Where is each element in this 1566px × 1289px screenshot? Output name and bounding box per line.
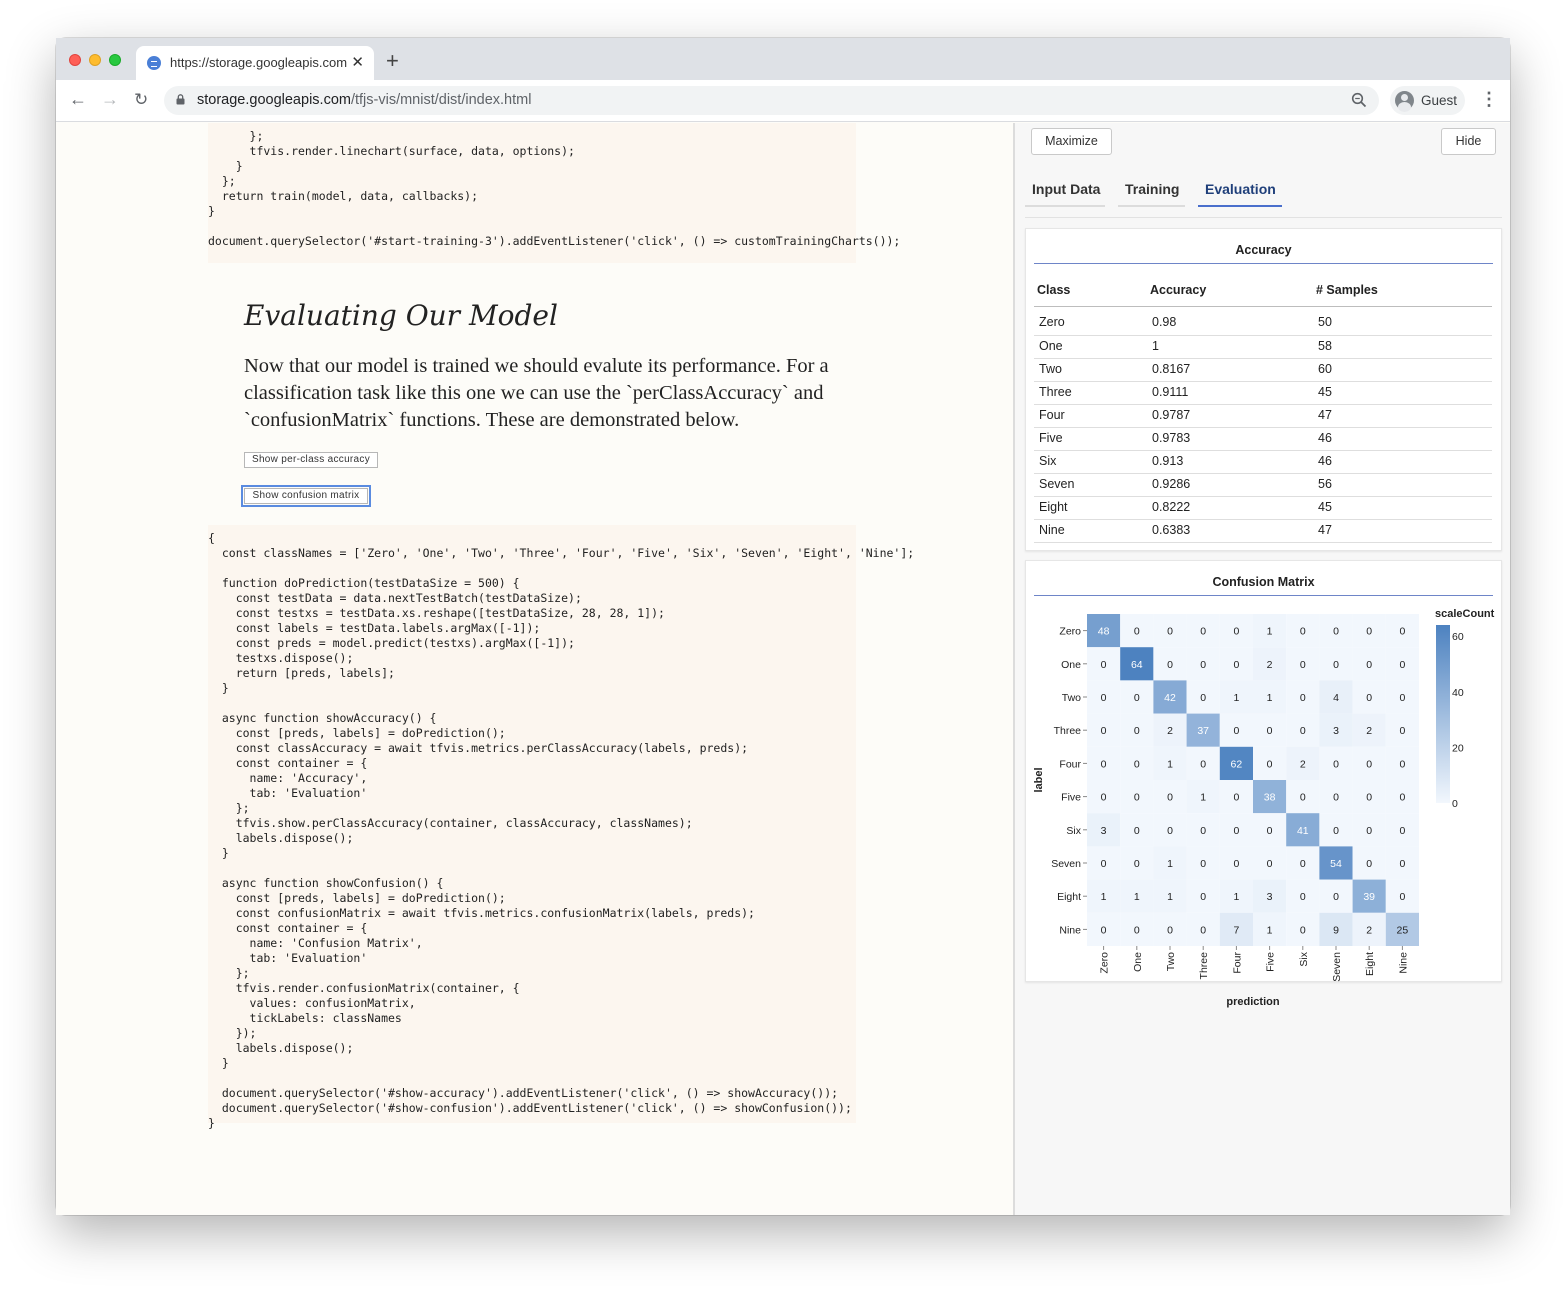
x-tick-label: Three xyxy=(1198,952,1211,980)
heatmap-cell-label: 1 xyxy=(1233,692,1240,704)
accuracy-cell-value: 0.8222 xyxy=(1147,496,1313,519)
code-line: document.querySelector('#show-confusion').addEventListener('click', () => showConfusion()); xyxy=(208,1101,852,1115)
heatmap-cell-label: 0 xyxy=(1333,658,1339,671)
y-tick-label: Nine xyxy=(1059,924,1081,937)
accuracy-header-class: Class xyxy=(1034,279,1147,306)
code-line: }; xyxy=(208,174,236,188)
accuracy-cell-class: Five xyxy=(1034,427,1147,450)
heatmap-cell-label: 42 xyxy=(1164,692,1176,704)
heatmap-cell-label: 0 xyxy=(1167,625,1173,638)
heatmap-cell-label: 2 xyxy=(1366,924,1373,937)
heatmap-cell-label: 0 xyxy=(1133,725,1140,738)
table-row xyxy=(1034,496,1492,519)
confusion-card xyxy=(1025,560,1502,1008)
code-line: tab: 'Evaluation' xyxy=(208,951,368,965)
accuracy-cell-samples: 45 xyxy=(1313,496,1492,519)
zoom-icon[interactable] xyxy=(1351,92,1367,108)
code-line: testxs.dispose(); xyxy=(208,651,354,665)
accuracy-cell-value: 0.6383 xyxy=(1147,519,1313,542)
browser-tab[interactable] xyxy=(136,46,374,80)
url-path: /tfjs-vis/mnist/dist/index.html xyxy=(350,92,532,108)
show-accuracy-button[interactable]: Show per-class accuracy xyxy=(244,452,378,468)
heatmap-cell-label: 2 xyxy=(1167,725,1173,738)
heatmap-cell-label: 0 xyxy=(1167,824,1173,837)
accuracy-header-samples: # Samples xyxy=(1313,279,1492,306)
heatmap-cell-label: 37 xyxy=(1197,725,1210,738)
y-tick-label: Zero xyxy=(1059,625,1081,638)
code-line: name: 'Accuracy', xyxy=(208,771,368,785)
heatmap-cell-label: 0 xyxy=(1233,725,1240,738)
code-line: { xyxy=(208,531,215,545)
heatmap-cell-label: 0 xyxy=(1233,824,1240,837)
y-tick-label: Three xyxy=(1053,725,1081,738)
accuracy-cell-samples: 46 xyxy=(1313,427,1492,450)
heatmap-cell-label: 0 xyxy=(1200,924,1207,937)
heatmap-cell-label: 1 xyxy=(1167,891,1173,904)
forward-arrow-icon[interactable]: → xyxy=(101,89,119,109)
heatmap-cell-label: 0 xyxy=(1200,824,1207,837)
heatmap-cell-label: 41 xyxy=(1296,824,1309,837)
accuracy-cell-value: 0.913 xyxy=(1147,450,1313,473)
accuracy-cell-value: 0.9787 xyxy=(1147,404,1313,427)
heatmap-cell-label: 0 xyxy=(1133,924,1140,937)
heatmap-cell-label: 48 xyxy=(1097,625,1110,638)
accuracy-cell-class: Six xyxy=(1034,450,1147,473)
heatmap-cell-label: 3 xyxy=(1100,824,1107,837)
address-bar[interactable] xyxy=(164,86,1379,115)
x-tick-label: Zero xyxy=(1098,952,1111,974)
accuracy-cell-value: 0.9286 xyxy=(1147,473,1313,496)
heatmap-cell-label: 0 xyxy=(1233,858,1240,870)
confusion-title: Confusion Matrix xyxy=(1034,575,1493,596)
code-line: }; xyxy=(208,129,264,143)
heatmap-cell-label: 1 xyxy=(1200,791,1207,804)
code-line: document.querySelector('#start-training-3').addEventListener('click', () => customTrainingCharts()); xyxy=(208,234,901,248)
heatmap-cell-label: 0 xyxy=(1299,625,1306,638)
accuracy-cell-value: 0.8167 xyxy=(1147,358,1313,381)
back-arrow-icon[interactable]: ← xyxy=(69,89,87,109)
code-line: tfvis.render.linechart(surface, data, options); xyxy=(208,144,575,158)
new-tab-button[interactable]: + xyxy=(386,48,399,73)
code-line: }); xyxy=(208,1026,257,1040)
table-row xyxy=(1034,404,1492,427)
code-line: const [preds, labels] = doPrediction(); xyxy=(208,726,506,740)
legend-tick-label: 20 xyxy=(1452,742,1464,755)
code-line: const confusionMatrix = await tfvis.metrics.confusionMatrix(labels, preds); xyxy=(208,906,755,920)
accuracy-cell-class: One xyxy=(1034,335,1147,358)
x-tick-label: Eight xyxy=(1364,952,1377,976)
table-row xyxy=(1034,381,1492,404)
code-line: const classAccuracy = await tfvis.metrics.perClassAccuracy(labels, preds); xyxy=(208,741,749,755)
x-tick-label: Five xyxy=(1264,952,1277,972)
accuracy-header-accuracy: Accuracy xyxy=(1147,279,1313,306)
accuracy-cell-class: Eight xyxy=(1034,496,1147,519)
code-line: values: confusionMatrix, xyxy=(208,996,416,1010)
table-row xyxy=(1034,427,1492,450)
heatmap-cell-label: 0 xyxy=(1399,658,1406,671)
code-line: const container = { xyxy=(208,921,368,935)
code-line: } xyxy=(208,1056,229,1070)
heatmap-cell-label: 0 xyxy=(1200,658,1207,671)
url-text xyxy=(197,92,531,108)
heatmap-cell-label: 0 xyxy=(1266,824,1273,837)
heatmap-cell-label: 0 xyxy=(1233,625,1240,638)
heatmap-cell-label: 0 xyxy=(1133,758,1140,771)
x-tick-label: One xyxy=(1131,952,1144,972)
code-line: const classNames = ['Zero', 'One', 'Two', 'Three', 'Four', 'Five', 'Six', 'Seven', 'Eight', 'Nine']; xyxy=(208,546,915,560)
heatmap-cell-label: 0 xyxy=(1167,658,1173,671)
heatmap-cell-label: 0 xyxy=(1366,692,1373,704)
profile-label: Guest xyxy=(1421,93,1458,108)
heatmap-cell-label: 0 xyxy=(1200,625,1207,638)
accuracy-cell-value: 0.9783 xyxy=(1147,427,1313,450)
x-tick-label: Six xyxy=(1297,952,1310,967)
y-tick-label: Six xyxy=(1066,824,1081,837)
code-line: } xyxy=(208,846,229,860)
code-line: function doPrediction(testDataSize = 500) { xyxy=(208,576,520,590)
tab-strip xyxy=(56,38,1510,80)
code-line: labels.dispose(); xyxy=(208,831,354,845)
heatmap-cell-label: 7 xyxy=(1233,924,1240,937)
heatmap-cell-label: 0 xyxy=(1100,858,1107,870)
heatmap-cell-label: 0 xyxy=(1100,658,1107,671)
browser-window xyxy=(56,38,1510,1215)
heatmap-cell-label: 1 xyxy=(1133,891,1140,904)
accuracy-cell-class: Zero xyxy=(1034,312,1147,335)
heatmap-cell-label: 4 xyxy=(1333,692,1339,704)
url-host: storage.googleapis.com xyxy=(197,92,351,108)
code-line: name: 'Confusion Matrix', xyxy=(208,936,423,950)
heatmap-cell-label: 1 xyxy=(1266,692,1273,704)
legend-title: scaleCount xyxy=(1435,608,1495,620)
heatmap-cell-label: 0 xyxy=(1167,791,1173,804)
accuracy-cell-samples: 46 xyxy=(1313,450,1492,473)
heatmap-cell-label: 0 xyxy=(1333,625,1339,638)
avatar-icon xyxy=(1395,91,1414,110)
menu-icon[interactable]: ⋮ xyxy=(1480,89,1498,109)
heatmap-cell-label: 0 xyxy=(1366,858,1373,870)
code-line: return [preds, labels]; xyxy=(208,666,395,680)
code-line: const testData = data.nextTestBatch(testDataSize); xyxy=(208,591,582,605)
table-row xyxy=(1034,312,1492,335)
tab-training[interactable]: Training xyxy=(1118,181,1185,207)
heatmap-cell-label: 0 xyxy=(1366,658,1373,671)
accuracy-cell-class: Three xyxy=(1034,381,1147,404)
heatmap-cell-label: 3 xyxy=(1266,891,1273,904)
accuracy-cell-class: Nine xyxy=(1034,519,1147,542)
heatmap-cell-label: 0 xyxy=(1133,824,1140,837)
heatmap-cell-label: 0 xyxy=(1399,758,1406,771)
heatmap-cell-label: 0 xyxy=(1233,791,1240,804)
code-block-top xyxy=(208,123,901,263)
accuracy-cell-class: Four xyxy=(1034,404,1147,427)
profile-button[interactable] xyxy=(1390,86,1465,115)
heatmap-cell-label: 0 xyxy=(1100,725,1107,738)
heatmap-cell-label: 0 xyxy=(1233,658,1240,671)
heatmap-cell-label: 0 xyxy=(1266,758,1273,771)
heatmap-cell-label: 0 xyxy=(1167,924,1173,937)
heatmap-cell-label: 0 xyxy=(1200,758,1207,771)
accuracy-cell-samples: 60 xyxy=(1313,358,1492,381)
table-row xyxy=(1034,358,1492,381)
heatmap-cell-label: 9 xyxy=(1333,924,1339,937)
close-tab-icon[interactable]: ✕ xyxy=(351,54,364,71)
tab-title: https://storage.googleapis.com xyxy=(170,55,348,70)
heatmap-cell-label: 39 xyxy=(1363,891,1376,904)
heatmap-cell-label: 54 xyxy=(1330,858,1342,870)
table-row xyxy=(1034,473,1492,496)
code-line: }; xyxy=(208,966,250,980)
y-tick-label: Five xyxy=(1061,791,1081,804)
heatmap-cell-label: 0 xyxy=(1200,891,1207,904)
legend-tick-label: 40 xyxy=(1452,686,1464,699)
code-line: } xyxy=(208,681,229,695)
code-line: const container = { xyxy=(208,756,368,770)
code-line: tfvis.show.perClassAccuracy(container, classAccuracy, classNames); xyxy=(208,816,693,830)
heatmap-cell-label: 0 xyxy=(1100,924,1107,937)
heatmap-cell-label: 0 xyxy=(1100,758,1107,771)
visor-tabs xyxy=(1025,173,1502,218)
heatmap-cell-label: 0 xyxy=(1399,692,1406,704)
heatmap-cell-label: 0 xyxy=(1133,858,1140,870)
section-title: Evaluating Our Model xyxy=(244,299,558,332)
heatmap-cell-label: 1 xyxy=(1266,625,1273,638)
code-line: } xyxy=(208,1116,215,1130)
heatmap-cell-label: 0 xyxy=(1399,725,1406,738)
section-paragraph: Now that our model is trained we should evalute its performance. For a classification task like this one we can use the `perClassAccuracy` and `confusionMatrix` functions. These are demonstrated below. xyxy=(244,355,829,431)
x-tick-label: Two xyxy=(1165,952,1177,972)
heatmap-cell-label: 0 xyxy=(1366,758,1373,771)
heatmap-cell-label: 0 xyxy=(1399,891,1406,904)
code-line: const labels = testData.labels.argMax([-1]); xyxy=(208,621,541,635)
code-line: }; xyxy=(208,801,250,815)
heatmap-cell-label: 0 xyxy=(1399,625,1406,638)
table-row xyxy=(1034,335,1492,358)
heatmap-cell-label: 0 xyxy=(1266,858,1273,870)
heatmap-cell-label: 0 xyxy=(1299,791,1306,804)
heatmap-cell-label: 38 xyxy=(1263,791,1276,804)
code-block-bottom xyxy=(208,525,915,1130)
lock-icon xyxy=(176,94,185,105)
heatmap-cell-label: 1 xyxy=(1100,891,1107,904)
heatmap-cell-label: 0 xyxy=(1366,791,1373,804)
heatmap-cell-label: 3 xyxy=(1333,725,1339,738)
heatmap-cell-label: 0 xyxy=(1200,858,1207,870)
code-line: tickLabels: classNames xyxy=(208,1011,402,1025)
code-line xyxy=(208,561,856,576)
heatmap-cell-label: 25 xyxy=(1396,924,1409,937)
tab-evaluation[interactable]: Evaluation xyxy=(1198,181,1282,207)
code-line: const [preds, labels] = doPrediction(); xyxy=(208,891,506,905)
confusion-matrix-chart xyxy=(1026,601,1503,1008)
code-line: } xyxy=(208,159,243,173)
heatmap-cell-label: 62 xyxy=(1230,758,1243,771)
legend-tick-label: 0 xyxy=(1452,798,1458,810)
code-line: const testxs = testData.xs.reshape([testDataSize, 28, 28, 1]); xyxy=(208,606,665,620)
accuracy-title: Accuracy xyxy=(1034,243,1493,264)
code-line xyxy=(208,219,856,234)
reload-icon[interactable]: ↻ xyxy=(134,90,149,109)
heatmap-cell-label: 0 xyxy=(1299,658,1306,671)
x-axis-title: prediction xyxy=(1226,996,1280,1008)
heatmap-cell-label: 0 xyxy=(1333,758,1339,771)
heatmap-cell-label: 0 xyxy=(1266,725,1273,738)
heatmap-cell-label: 64 xyxy=(1130,658,1143,671)
heatmap-cell-label: 0 xyxy=(1333,791,1339,804)
y-tick-label: Two xyxy=(1061,692,1081,704)
code-line: tfvis.render.confusionMatrix(container, { xyxy=(208,981,520,995)
heatmap-cell-label: 1 xyxy=(1167,858,1173,870)
heatmap-cell-label: 0 xyxy=(1100,692,1107,704)
code-line: return train(model, data, callbacks); xyxy=(208,189,479,203)
visor-panel xyxy=(1013,123,1510,1215)
code-line: tab: 'Evaluation' xyxy=(208,786,368,800)
heatmap-cell-label: 1 xyxy=(1167,758,1173,771)
heatmap-cell-label: 1 xyxy=(1233,891,1240,904)
y-tick-label: Four xyxy=(1059,758,1081,771)
heatmap-cell-label: 0 xyxy=(1133,791,1140,804)
page-content xyxy=(56,123,1510,1215)
legend-tick-label: 60 xyxy=(1452,631,1464,644)
hide-button[interactable]: Hide xyxy=(1441,128,1496,155)
heatmap-cell-label: 0 xyxy=(1299,858,1306,870)
heatmap-cell-label: 0 xyxy=(1333,891,1339,904)
heatmap-cell-label: 0 xyxy=(1299,891,1306,904)
code-line xyxy=(208,696,856,711)
heatmap-cell-label: 2 xyxy=(1299,758,1306,771)
accuracy-cell-samples: 47 xyxy=(1313,404,1492,427)
code-line: document.querySelector('#show-accuracy').addEventListener('click', () => showAccuracy()); xyxy=(208,1086,839,1100)
heatmap-cell-label: 0 xyxy=(1399,858,1406,870)
code-line xyxy=(208,1071,856,1086)
table-row xyxy=(1034,519,1492,542)
y-tick-label: One xyxy=(1061,658,1081,671)
code-line xyxy=(208,861,856,876)
heatmap-cell-label: 0 xyxy=(1100,791,1107,804)
y-tick-label: Eight xyxy=(1057,891,1081,904)
accuracy-card xyxy=(1025,228,1502,551)
heatmap-cell-label: 2 xyxy=(1366,725,1373,738)
x-tick-label: Seven xyxy=(1331,952,1343,982)
heatmap-cell-label: 0 xyxy=(1200,692,1207,704)
minimize-window-button[interactable] xyxy=(89,54,101,66)
accuracy-cell-class: Two xyxy=(1034,358,1147,381)
x-tick-label: Nine xyxy=(1397,952,1410,974)
code-line: labels.dispose(); xyxy=(208,1041,354,1055)
heatmap-cell-label: 0 xyxy=(1299,725,1306,738)
accuracy-cell-samples: 56 xyxy=(1313,473,1492,496)
accuracy-cell-samples: 58 xyxy=(1313,335,1492,358)
code-line: const preds = model.predict(testxs).argMax([-1]); xyxy=(208,636,575,650)
x-tick-label: Four xyxy=(1231,952,1244,974)
maximize-button[interactable]: Maximize xyxy=(1031,128,1112,155)
heatmap-cell-label: 0 xyxy=(1299,692,1306,704)
heatmap-cell-label: 0 xyxy=(1366,824,1373,837)
heatmap-cell-label: 0 xyxy=(1399,824,1406,837)
table-row xyxy=(1034,450,1492,473)
heatmap-cell-label: 0 xyxy=(1399,791,1406,804)
tab-input-data[interactable]: Input Data xyxy=(1025,181,1105,207)
code-line: async function showConfusion() { xyxy=(208,876,444,890)
show-confusion-button[interactable]: Show confusion matrix xyxy=(244,488,368,504)
accuracy-cell-samples: 47 xyxy=(1313,519,1492,542)
heatmap-cell-label: 2 xyxy=(1266,658,1273,671)
code-line: async function showAccuracy() { xyxy=(208,711,437,725)
close-window-button[interactable] xyxy=(69,54,81,66)
heatmap-cell-label: 1 xyxy=(1266,924,1273,937)
heatmap-cell-label: 0 xyxy=(1299,924,1306,937)
favicon-icon xyxy=(147,56,161,70)
accuracy-cell-value: 1 xyxy=(1147,335,1313,358)
y-tick-label: Seven xyxy=(1051,858,1081,870)
legend-gradient xyxy=(1436,625,1450,803)
accuracy-cell-value: 0.9111 xyxy=(1147,381,1313,404)
accuracy-cell-class: Seven xyxy=(1034,473,1147,496)
heatmap-cell-label: 0 xyxy=(1333,824,1339,837)
heatmap-cell-label: 0 xyxy=(1366,625,1373,638)
browser-toolbar xyxy=(56,80,1510,122)
accuracy-cell-value: 0.98 xyxy=(1147,312,1313,335)
accuracy-cell-samples: 50 xyxy=(1313,312,1492,335)
code-line: } xyxy=(208,204,215,218)
heatmap-cell-label: 0 xyxy=(1133,625,1140,638)
heatmap-cell-label: 0 xyxy=(1133,692,1140,704)
zoom-window-button[interactable] xyxy=(109,54,121,66)
accuracy-table xyxy=(1034,279,1492,543)
accuracy-cell-samples: 45 xyxy=(1313,381,1492,404)
y-axis-title: label xyxy=(1033,767,1045,793)
